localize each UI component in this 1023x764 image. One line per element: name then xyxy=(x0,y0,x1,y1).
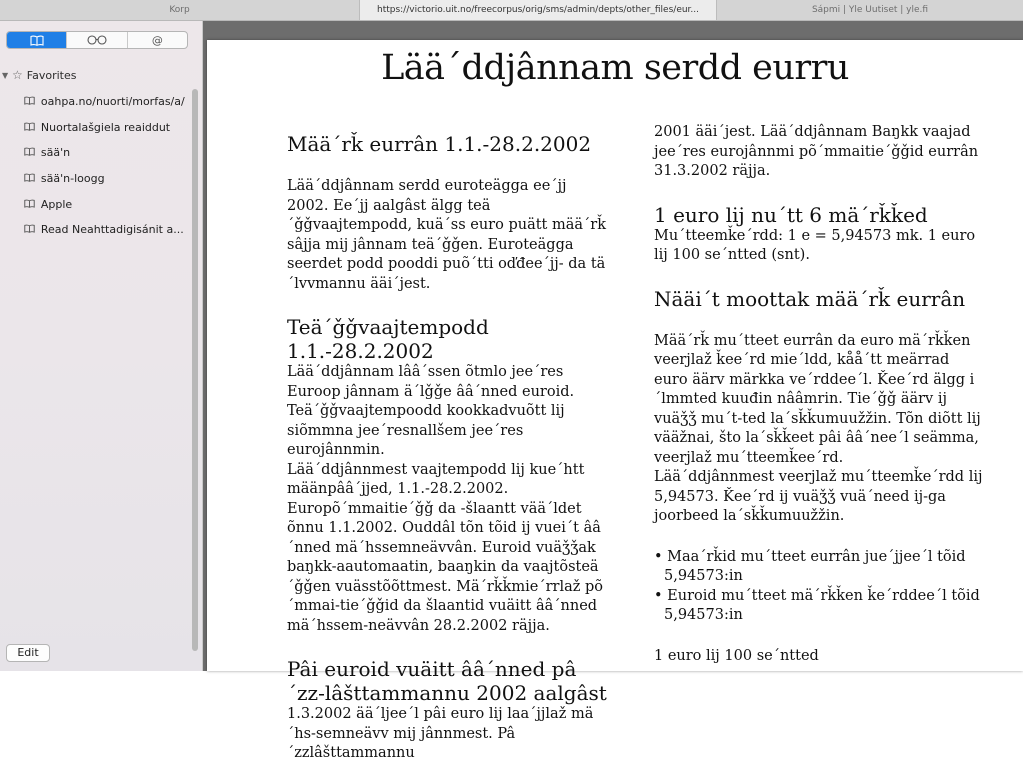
at-icon: @ xyxy=(151,33,163,47)
bookmark-item[interactable] xyxy=(0,89,190,115)
bookmark-label: Nuortalašgiela reaiddut xyxy=(40,120,171,134)
disclosure-triangle-icon[interactable]: ▼ xyxy=(2,70,9,80)
tab-korp[interactable]: Korp xyxy=(0,0,360,20)
paragraph: Teä´ǧǧvaajtempoodd kookkadvuõtt lij siõmmna jee´resnallšem jee´res eurojânnmin. xyxy=(287,403,565,458)
paragraph: Lää´ddjânnmest vaajtempodd lij kue´htt määnpââ´jjed, 1.1.-28.2.2002. xyxy=(287,461,585,497)
bookmark-list xyxy=(0,89,190,243)
paragraph: Europõ´mmaitie´ǧǧ da -šlaantt vää´ldet õnnu 1.1.2002. Ouddâl tõn tõid ij vuei´t ââ´nned mä´hssemneävvân. Euroid vuäǯǯak baŋkk-aautomaatin, baaŋkin da vaajtõsteä´ǧǧen vuässtõõttmest. Mä´rǩǩmie´rrlaž põ´mmai-tie´ǧǧid da šlaantid vuäitt ââ´nned mä´hssem-neävvân 28.2.2002 räjja. xyxy=(287,500,604,634)
bookmark-label: oahpa.no/nuorti/morfas/a/ xyxy=(40,95,185,109)
document-viewer xyxy=(203,21,1023,761)
sidebar-segmented-control xyxy=(6,31,188,49)
book-icon xyxy=(24,146,41,159)
bookmark-label: Apple xyxy=(40,197,73,211)
paragraph: 1.3.2002 ää´ljee´l pâi euro lij laa´jjlaž mä´hs-semneävv mij jânnmest. Pâ´zzlâšttammannu xyxy=(287,706,594,761)
section-heading: Pâi euroid vuäitt ââ´nned pâ´zz-lâšttammannu 2002 aalgâst xyxy=(287,657,607,705)
tab-sapmi-yle[interactable]: Sápmi | Yle Uutiset | yle.fi xyxy=(811,5,929,15)
paragraph: 2001 ääi´jest. Lää´ddjânnam Baŋkk vaajad jee´res eurojânnmi põ´mmaitie´ǧǧid eurrân 31.3.2002 räjja. xyxy=(654,124,979,179)
left-column xyxy=(287,132,607,764)
list-item: • Euroid mu´tteet mä´rǩǩen ǩe´rddee´l tõid 5,94573:in xyxy=(654,587,984,626)
bookmark-label: sää'n xyxy=(40,146,71,160)
book-icon xyxy=(24,198,41,211)
document-title: Lää´ddjânnam serdd eurru xyxy=(381,48,849,88)
tab-active-url[interactable]: https://victorio.uit.no/freecorpus/orig/sms/admin/depts/other_files/eur... xyxy=(360,0,717,20)
paragraph: 1 euro lij 100 se´ntted xyxy=(654,647,819,664)
section-heading: Mää´rǩ eurrân 1.1.-28.2.2002 xyxy=(287,132,592,156)
section-heading: Nääi´t moottak mää´rǩ eurrân xyxy=(654,286,966,311)
book-icon xyxy=(30,35,44,46)
sidebar-scrollbar[interactable] xyxy=(192,89,198,651)
reading-list-tab-button[interactable] xyxy=(67,32,127,48)
book-icon xyxy=(24,95,41,108)
edit-button[interactable]: Edit xyxy=(6,644,50,662)
shared-links-tab-button[interactable] xyxy=(128,32,187,48)
sidebar xyxy=(0,21,203,671)
paragraph: Lää´ddjânnam lââ´ssen õtmlo jee´res Euroop jânnam ä´lǧǧe ââ´nned euroid. xyxy=(287,364,575,400)
section-heading: 1 euro lij nu´tt 6 mä´rǩǩed xyxy=(654,202,928,227)
glasses-icon xyxy=(86,35,108,45)
bookmark-item[interactable] xyxy=(0,115,190,141)
star-icon: ☆ xyxy=(12,68,23,82)
paragraph: Mu´tteemǩe´rdd: 1 e = 5,94573 mk. 1 euro lij 100 se´ntted (snt). xyxy=(654,227,976,263)
bookmark-label: Read Neahttadigisánit a... xyxy=(40,223,184,237)
book-icon xyxy=(24,172,41,185)
tab-bar xyxy=(0,0,1023,21)
bookmark-item[interactable] xyxy=(0,217,190,243)
bookmark-item[interactable] xyxy=(0,140,190,166)
document-page xyxy=(207,40,1023,761)
list-item: • Maa´rǩid mu´tteet eurrân jue´jjee´l tõid 5,94573:in xyxy=(654,548,984,587)
paragraph: Mää´rǩ mu´tteet eurrân da euro mä´rǩǩen veerjlaž ǩee´rd mie´ldd, kåå´tt meärrad euro äärv märkka ve´rddee´l. Ǩee´rd älgg i´lmmted kuuđin nââmrin. Tie´ǧǧ äärv ij vuäǯǯ mu´t-ted la´sǩǩumuužžin. Tõn diõtt lij vääžnai, što la´sǩǩeet pâi ââ´nee´l seämma, veerjlaž mu´tteemǩee´rd. xyxy=(654,332,981,466)
bookmark-item[interactable] xyxy=(0,166,190,192)
book-icon xyxy=(24,223,41,236)
right-column xyxy=(654,123,984,666)
section-heading: Teä´ǧǧvaajtempodd 1.1.-28.2.2002 xyxy=(287,315,489,363)
paragraph: Lää´ddjânnam serdd euroteägga ee´jj 2002. Ee´jj aalgâst älgg teä´ǧǧvaajtempodd, kuä´ss euro puätt mää´rǩ sâjja mij jânnam teä´ǧǧen. Euroteägga seerdet podd pooddi puõ´tti oďđee´jj- da tä´lvvmannu ääi´jest. xyxy=(287,178,606,292)
bullet-list xyxy=(654,548,984,626)
bookmark-item[interactable] xyxy=(0,191,190,217)
bookmarks-tab-button[interactable] xyxy=(7,32,67,48)
favorites-header[interactable] xyxy=(2,67,76,83)
paragraph: Lää´ddjânnmest veerjlaž mu´tteemǩe´rdd lij 5,94573. Ǩee´rd ij vuäǯǯ vuä´need ij-ga joorbeed la´sǩǩumuužžin. xyxy=(654,469,983,524)
favorites-label: Favorites xyxy=(26,68,77,82)
book-icon xyxy=(24,121,41,134)
bookmark-label: sää'n-loogg xyxy=(40,172,105,186)
